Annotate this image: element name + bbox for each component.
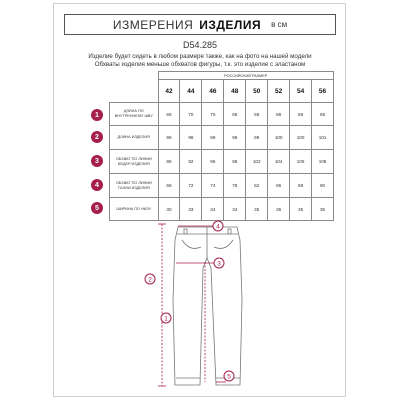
table-cell: 74 bbox=[202, 174, 224, 198]
table-cell: 98 bbox=[180, 126, 202, 150]
header-unit: в см bbox=[271, 20, 288, 29]
table-cell: 78 bbox=[224, 174, 246, 198]
table-cell: 34 bbox=[202, 198, 224, 221]
table-cell: 106 bbox=[290, 150, 312, 174]
table-cell: 34 bbox=[224, 198, 246, 221]
row-badge: 3 bbox=[91, 155, 103, 167]
size-header: 50 bbox=[246, 80, 268, 103]
marker-5 bbox=[224, 371, 234, 381]
stretch-note: Обхваты изделия меньше обхватов фигуры, т.к. это изделие с эластаном bbox=[94, 61, 306, 68]
table-cell: 68 bbox=[246, 103, 268, 126]
table-cell: 99 bbox=[224, 126, 246, 150]
header-title-bold: ИЗДЕЛИЯ bbox=[199, 17, 262, 32]
row-label: ОБХВАТ ПО ЛИНИИ ТАЛИИ ИЗДЕЛИЯ bbox=[110, 174, 159, 198]
table-cell: 68 bbox=[158, 174, 180, 198]
marker-label: 5 bbox=[227, 373, 231, 381]
table-cell: 100 bbox=[290, 126, 312, 150]
marker-label: 3 bbox=[217, 260, 221, 268]
table-cell: 69 bbox=[158, 103, 180, 126]
size-header: 48 bbox=[224, 80, 246, 103]
size-header: 52 bbox=[268, 80, 290, 103]
table-cell: 70 bbox=[202, 103, 224, 126]
row-label: ОБХВАТ ПО ЛИНИИ БЕДЕР ИЗДЕЛИЯ bbox=[110, 150, 159, 174]
table-cell: 92 bbox=[180, 150, 202, 174]
marker-label: 4 bbox=[216, 223, 220, 231]
size-header: 56 bbox=[312, 80, 334, 103]
row-badge: 4 bbox=[91, 179, 103, 191]
row-badge: 1 bbox=[91, 109, 103, 121]
marker-label: 1 bbox=[164, 315, 168, 323]
table-cell: 98 bbox=[224, 150, 246, 174]
marker-3 bbox=[214, 258, 224, 268]
size-group-label: РОССИЙСКИЙ РАЗМЕР bbox=[158, 72, 334, 80]
table-cell: 98 bbox=[158, 126, 180, 150]
product-code: D54.285 bbox=[182, 40, 218, 50]
table-cell: 82 bbox=[246, 174, 268, 198]
table-cell: 99 bbox=[202, 126, 224, 150]
jeans-outline bbox=[173, 227, 242, 385]
header-title: ИЗМЕРЕНИЯ bbox=[112, 17, 194, 32]
size-header: 42 bbox=[158, 80, 180, 103]
table-cell: 33 bbox=[180, 198, 202, 221]
table-cell: 30 bbox=[158, 198, 180, 221]
row-label: ДЛИНА ПО ВНУТРЕННЕМУ ШВУ bbox=[110, 103, 159, 126]
table-cell: 104 bbox=[268, 150, 290, 174]
row-label: ШИРИНА ПО НИЗУ bbox=[110, 198, 159, 221]
table-cell: 99 bbox=[246, 126, 268, 150]
row-label: ДЛИНА ИЗДЕЛИЯ bbox=[110, 126, 159, 150]
table-cell: 102 bbox=[246, 150, 268, 174]
size-header: 46 bbox=[202, 80, 224, 103]
table-cell: 90 bbox=[312, 174, 334, 198]
marker-label: 2 bbox=[148, 276, 152, 284]
marker-1 bbox=[161, 313, 171, 323]
row-badge: 2 bbox=[91, 131, 103, 143]
table-cell: 70 bbox=[180, 103, 202, 126]
table-cell: 86 bbox=[268, 174, 290, 198]
table-cell: 35 bbox=[246, 198, 268, 221]
table-cell: 100 bbox=[268, 126, 290, 150]
marker-4 bbox=[213, 221, 223, 231]
diagram-markers bbox=[145, 221, 234, 381]
size-header: 54 bbox=[290, 80, 312, 103]
fit-note: Изделие будет сидеть в любом размере также, как на фото на нашей модели bbox=[88, 53, 312, 60]
table-cell: 96 bbox=[202, 150, 224, 174]
table-cell: 35 bbox=[312, 198, 334, 221]
table-cell: 72 bbox=[180, 174, 202, 198]
size-header: 44 bbox=[180, 80, 202, 103]
table-cell: 86 bbox=[158, 150, 180, 174]
table-cell: 88 bbox=[290, 174, 312, 198]
table-cell: 68 bbox=[312, 103, 334, 126]
row-badge: 5 bbox=[91, 202, 103, 214]
table-cell: 36 bbox=[268, 198, 290, 221]
marker-2 bbox=[145, 274, 155, 284]
table-cell: 101 bbox=[312, 126, 334, 150]
table-cell: 68 bbox=[290, 103, 312, 126]
table-cell: 35 bbox=[290, 198, 312, 221]
table-cell: 68 bbox=[268, 103, 290, 126]
table-cell: 68 bbox=[224, 103, 246, 126]
table-cell: 108 bbox=[312, 150, 334, 174]
